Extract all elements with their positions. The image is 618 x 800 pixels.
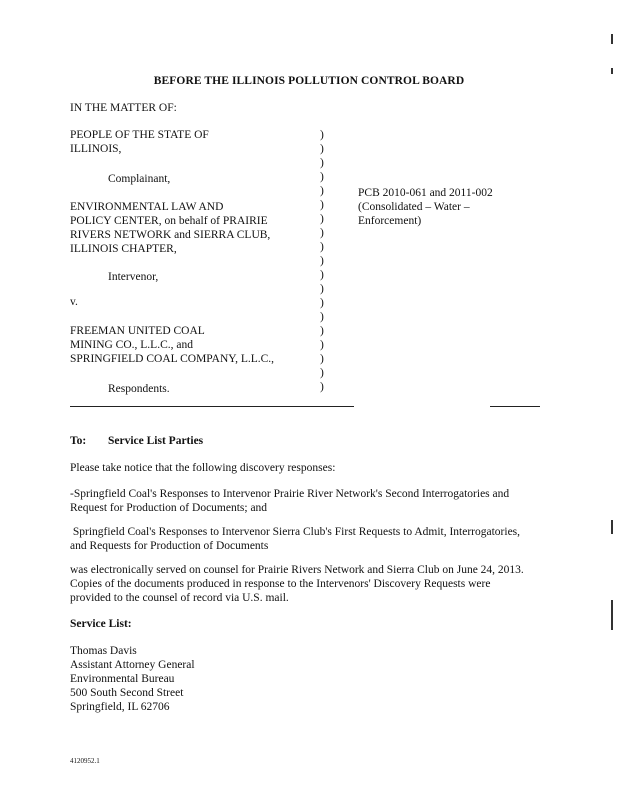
caption-paren: ) — [320, 185, 324, 197]
caption-paren: ) — [320, 157, 324, 169]
respondent-name-line-2: MINING CO., L.L.C., and — [70, 339, 193, 351]
versus-label: v. — [70, 296, 78, 308]
caption-paren: ) — [320, 213, 324, 225]
discovery-item-1-line-2: Request for Production of Documents; and — [70, 502, 268, 514]
case-number-line-1: PCB 2010-061 and 2011-002 — [358, 187, 493, 199]
document-title: BEFORE THE ILLINOIS POLLUTION CONTROL BOARD — [153, 75, 465, 87]
caption-paren: ) — [320, 227, 324, 239]
service-city: Springfield, IL 62706 — [70, 701, 170, 713]
intervenor-name-line-3: RIVERS NETWORK and SIERRA CLUB, — [70, 229, 271, 241]
respondent-role: Respondents. — [108, 383, 170, 395]
intervenor-name-line-1: ENVIRONMENTAL LAW AND — [70, 201, 224, 213]
intervenor-name-line-2: POLICY CENTER, on behalf of PRAIRIE — [70, 215, 268, 227]
complainant-name-line-2: ILLINOIS, — [70, 143, 122, 155]
caption-paren: ) — [320, 297, 324, 309]
footer-document-code: 4120952.1 — [70, 757, 100, 765]
intervenor-name-line-4: ILLINOIS CHAPTER, — [70, 243, 177, 255]
scan-margin-mark — [611, 68, 613, 74]
discovery-item-2-line-1: Springfield Coal's Responses to Intervenor Sierra Club's First Requests to Admit, Interrogatories, — [70, 526, 521, 538]
caption-paren: ) — [320, 255, 324, 267]
caption-parenthesis-column — [320, 128, 328, 394]
service-list-heading: Service List: — [70, 618, 132, 630]
served-paragraph-line-3: provided to the counsel of record via U.S. mail. — [70, 592, 289, 604]
caption-paren: ) — [320, 381, 324, 393]
caption-paren: ) — [320, 353, 324, 365]
served-paragraph-line-1: was electronically served on counsel for Prairie Rivers Network and Sierra Club on June 24, 2013. — [70, 564, 524, 576]
caption-paren: ) — [320, 283, 324, 295]
scan-margin-mark — [611, 600, 613, 630]
served-paragraph-line-2: Copies of the documents produced in response to the Intervenors' Discovery Requests were — [70, 578, 491, 590]
to-label: To: — [70, 435, 87, 447]
notice-intro: Please take notice that the following discovery responses: — [70, 462, 336, 474]
caption-paren: ) — [320, 269, 324, 281]
caption-paren: ) — [320, 171, 324, 183]
caption-rule-right — [490, 406, 540, 407]
complainant-role: Complainant, — [108, 173, 171, 185]
discovery-item-2-line-2: and Requests for Production of Documents — [70, 540, 269, 552]
discovery-item-1-line-1: -Springfield Coal's Responses to Intervenor Prairie River Network's Second Interrogatories and — [70, 488, 510, 500]
service-title: Assistant Attorney General — [70, 659, 195, 671]
case-number-line-2: (Consolidated – Water – — [358, 201, 470, 213]
respondent-name-line-1: FREEMAN UNITED COAL — [70, 325, 205, 337]
caption-paren: ) — [320, 199, 324, 211]
caption-paren: ) — [320, 339, 324, 351]
in-the-matter-label: IN THE MATTER OF: — [70, 102, 177, 114]
caption-rule-left — [70, 406, 354, 407]
service-bureau: Environmental Bureau — [70, 673, 175, 685]
case-number-line-3: Enforcement) — [358, 215, 422, 227]
service-name: Thomas Davis — [70, 645, 137, 657]
scan-margin-mark — [611, 520, 613, 534]
caption-paren: ) — [320, 129, 324, 141]
caption-paren: ) — [320, 367, 324, 379]
respondent-name-line-3: SPRINGFIELD COAL COMPANY, L.L.C., — [70, 353, 275, 365]
caption-paren: ) — [320, 325, 324, 337]
intervenor-role: Intervenor, — [108, 271, 159, 283]
caption-paren: ) — [320, 143, 324, 155]
service-street: 500 South Second Street — [70, 687, 184, 699]
complainant-name-line-1: PEOPLE OF THE STATE OF — [70, 129, 209, 141]
to-value: Service List Parties — [108, 435, 204, 447]
caption-paren: ) — [320, 311, 324, 323]
caption-paren: ) — [320, 241, 324, 253]
scan-margin-mark — [611, 34, 613, 44]
